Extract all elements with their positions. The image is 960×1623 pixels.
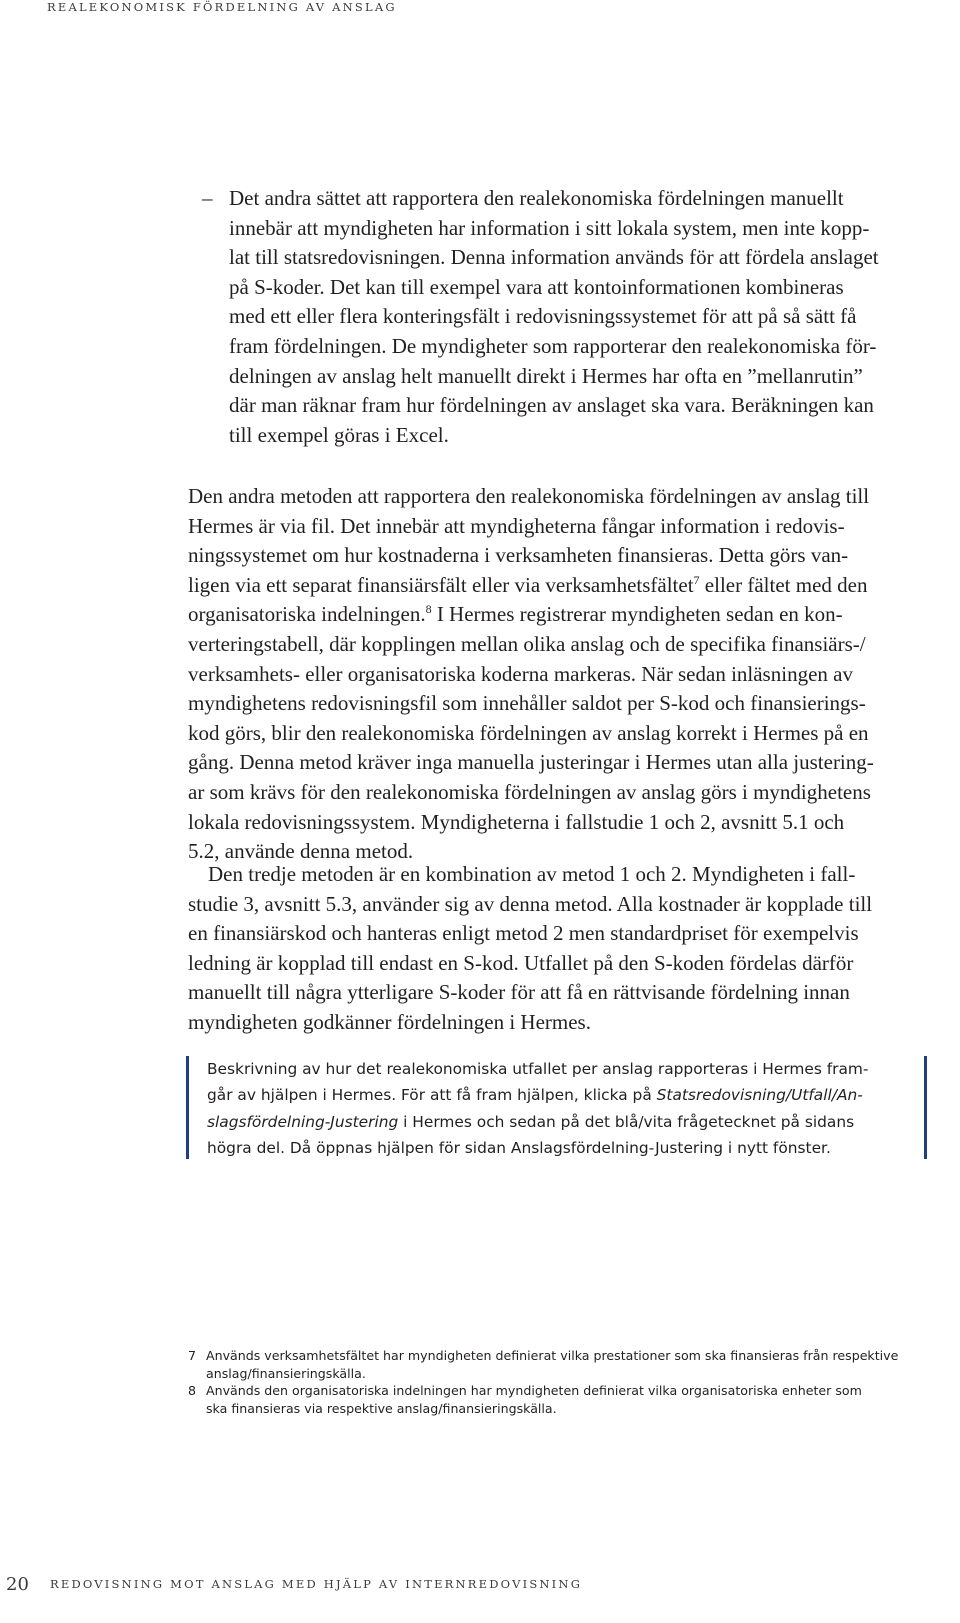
text-line: kod görs, blir den realekonomiska fördelningen av anslag korrekt i Hermes på en xyxy=(188,720,869,745)
running-header: REALEKONOMISK FÖRDELNING AV ANSLAG xyxy=(47,0,397,14)
info-box xyxy=(186,1056,927,1159)
text-line: Den tredje metoden är en kombination av metod 1 och 2. Myndigheten i fall- xyxy=(208,862,856,886)
footnote-line: anslag/finansieringskälla. xyxy=(206,1365,366,1381)
text-line xyxy=(188,571,928,601)
text-line xyxy=(188,600,928,630)
footnote-line: ska finansieras via respektive anslag/finansieringskälla. xyxy=(206,1400,557,1416)
footnote-ref-8[interactable]: 8 xyxy=(425,602,432,617)
text-segment: i Hermes och sedan på det blå/vita frågetecknet på sidans xyxy=(398,1112,855,1131)
dash-marker: – xyxy=(202,186,213,210)
text-line: Beskrivning av hur det realekonomiska utfallet per anslag rapporteras i Hermes fram- xyxy=(207,1060,869,1078)
menu-path-text: slagsfördelning-Justering xyxy=(207,1112,399,1131)
text-line: Den andra metoden att rapportera den realekonomiska fördelningen av anslag till xyxy=(188,484,870,508)
text-line: innebär att myndigheten har information i sitt lokala system, men inte kopp- xyxy=(229,215,870,240)
footnote-line: Används den organisatoriska indelningen har myndigheten definierat vilka organisatoriska enheter som xyxy=(206,1383,862,1398)
footnote-ref-7[interactable]: 7 xyxy=(693,572,700,587)
text-line: Hermes är via fil. Det innebär att myndigheterna fångar information i redovis- xyxy=(188,513,845,538)
dash-list-item xyxy=(202,184,922,450)
paragraph-combined-method xyxy=(188,860,928,1038)
text-line: ledning är kopplad till endast en S-kod. Utfallet på den S-koden fördelas därför xyxy=(188,950,854,975)
text-line xyxy=(207,1082,906,1108)
text-segment: I Hermes registrerar myndigheten sedan en kon- xyxy=(431,602,843,627)
text-line: delningen av anslag helt manuellt direkt i Hermes har ofta en ”mellanrutin” xyxy=(229,363,863,388)
footnote-number: 7 xyxy=(188,1348,197,1363)
text-line: lat till statsredovisningen. Denna information används för att fördela anslaget xyxy=(229,245,879,270)
text-line: lokala redovisningssystem. Myndigheterna i fallstudie 1 och 2, avsnitt 5.1 och xyxy=(188,809,845,834)
running-footer-title: REDOVISNING MOT ANSLAG MED HJÄLP AV INTERNREDOVISNING xyxy=(50,1577,583,1591)
text-line: där man räknar fram hur fördelningen av anslaget ska vara. Beräkningen kan xyxy=(229,393,874,418)
footnote-line: Används verksamhetsfältet har myndigheten definierat vilka prestationer som ska finansieras från respektive xyxy=(206,1348,899,1363)
text-line: högra del. Då öppnas hjälpen för sidan Anslagsfördelning-Justering i nytt fönster. xyxy=(207,1139,831,1158)
footnote-8 xyxy=(188,1382,918,1417)
text-line xyxy=(207,1109,906,1135)
text-line: till exempel göras i Excel. xyxy=(229,422,449,447)
text-line: myndigheten godkänner fördelningen i Hermes. xyxy=(188,1009,591,1034)
text-line: gång. Denna metod kräver inga manuella justeringar i Hermes utan alla justering- xyxy=(188,750,874,775)
text-line: en finansiärskod och hanteras enligt metod 2 men standardpriset för exempelvis xyxy=(188,921,859,946)
text-line: 5.2, använde denna metod. xyxy=(188,839,414,864)
text-line: på S-koder. Det kan till exempel vara att kontoinformationen kombineras xyxy=(229,274,844,299)
text-line: fram fördelningen. De myndigheter som rapporterar den realekonomiska för- xyxy=(229,333,877,358)
text-line: ar som krävs för den realekonomiska fördelningen av anslag görs i myndighetens xyxy=(188,779,871,804)
text-line: verksamhets- eller organisatoriska koderna markeras. När sedan inläsningen av xyxy=(188,661,853,686)
dash-item-text xyxy=(229,184,939,450)
text-segment: eller fältet med den xyxy=(699,572,868,597)
text-segment: går av hjälpen i Hermes. För att få fram hjälpen, klicka på xyxy=(207,1086,657,1105)
page-number: 20 xyxy=(6,1574,29,1595)
text-line: manuellt till några ytterligare S-koder för att få en rättvisande fördelning innan xyxy=(188,980,850,1005)
menu-path-text: Statsredovisning/Utfall/An- xyxy=(656,1086,863,1105)
footnote-number: 8 xyxy=(188,1383,197,1398)
paragraph-file-method xyxy=(188,482,928,867)
text-line: Det andra sättet att rapportera den realekonomiska fördelningen manuellt xyxy=(229,186,844,210)
text-line: ningssystemet om hur kostnaderna i verksamheten finansieras. Detta görs van- xyxy=(188,543,849,568)
footnote-7 xyxy=(188,1347,918,1382)
text-segment: organisatoriska indelningen. xyxy=(188,602,426,627)
text-segment: ligen via ett separat finansiärsfält eller via verksamhetsfältet xyxy=(188,572,694,597)
text-line: verteringstabell, där kopplingen mellan olika anslag och de specifika finansiärs-/ xyxy=(188,631,866,656)
text-line: med ett eller flera konteringsfält i redovisningssystemet för att på så sätt få xyxy=(229,304,857,329)
text-line: myndighetens redovisningsfil som innehåller saldot per S-kod och finansierings- xyxy=(188,691,866,716)
text-line: studie 3, avsnitt 5.3, använder sig av denna metod. Alla kostnader är kopplade till xyxy=(188,891,873,916)
footnotes xyxy=(188,1347,918,1417)
